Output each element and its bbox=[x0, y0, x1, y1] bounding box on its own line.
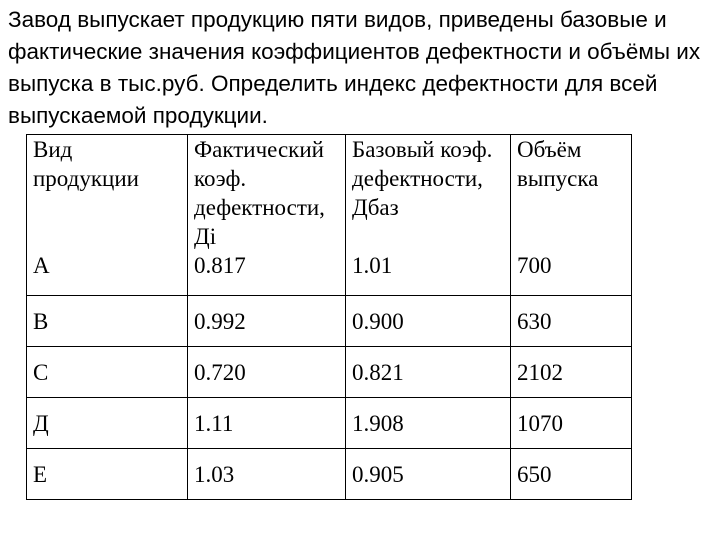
problem-statement: Завод выпускает продукцию пяти видов, приведены базовые и фактические значения коэффициентов дефектности и объёмы их выпуска в тыс.руб. Определить индекс дефектности для всей выпускаемой продукции. bbox=[8, 7, 701, 128]
table-row bbox=[27, 296, 632, 347]
cell-actual-coef: 0.817 bbox=[188, 251, 346, 296]
header-text: Дi bbox=[194, 224, 217, 249]
cell-actual-coef: 1.03 bbox=[188, 449, 346, 500]
header-text: дефектности, bbox=[352, 166, 483, 191]
cell-actual-coef: 1.11 bbox=[188, 398, 346, 449]
header-text: коэф. bbox=[194, 166, 247, 191]
header-product-type bbox=[27, 135, 188, 252]
table-row bbox=[27, 398, 632, 449]
table-row bbox=[27, 449, 632, 500]
cell-base-coef: 0.900 bbox=[346, 296, 511, 347]
cell-product: А bbox=[27, 251, 188, 296]
header-text: Вид bbox=[33, 137, 73, 162]
cell-base-coef: 0.905 bbox=[346, 449, 511, 500]
defect-table bbox=[26, 134, 632, 500]
header-actual-coef bbox=[188, 135, 346, 252]
table-row bbox=[27, 347, 632, 398]
header-base-coef bbox=[346, 135, 511, 252]
table-header-row bbox=[27, 135, 632, 252]
cell-actual-coef: 0.992 bbox=[188, 296, 346, 347]
cell-base-coef: 1.908 bbox=[346, 398, 511, 449]
header-text: Фактический bbox=[194, 137, 324, 162]
cell-volume: 700 bbox=[511, 251, 632, 296]
header-volume bbox=[511, 135, 632, 252]
header-text: Дбаз bbox=[352, 195, 399, 220]
cell-volume: 1070 bbox=[511, 398, 632, 449]
cell-product: Д bbox=[27, 398, 188, 449]
cell-base-coef: 1.01 bbox=[346, 251, 511, 296]
cell-product: В bbox=[27, 296, 188, 347]
header-text: продукции bbox=[33, 166, 139, 191]
cell-volume: 650 bbox=[511, 449, 632, 500]
cell-product: Е bbox=[27, 449, 188, 500]
cell-volume: 630 bbox=[511, 296, 632, 347]
cell-product: С bbox=[27, 347, 188, 398]
header-text: Базовый коэф. bbox=[352, 137, 493, 162]
table-row bbox=[27, 251, 632, 296]
header-text: выпуска bbox=[517, 166, 599, 191]
header-text: дефектности, bbox=[194, 195, 325, 220]
cell-volume: 2102 bbox=[511, 347, 632, 398]
header-text: Объём bbox=[517, 137, 582, 162]
cell-base-coef: 0.821 bbox=[346, 347, 511, 398]
cell-actual-coef: 0.720 bbox=[188, 347, 346, 398]
